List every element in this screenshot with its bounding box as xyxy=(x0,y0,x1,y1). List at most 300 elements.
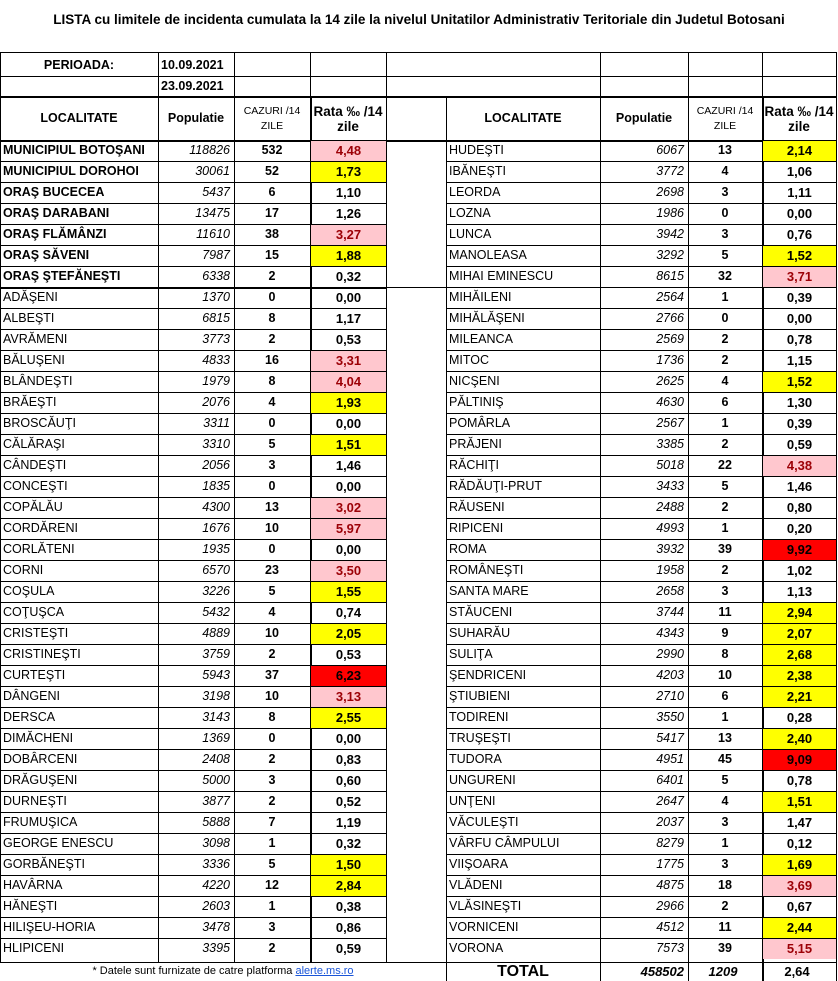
right-cases-6: 32 xyxy=(718,269,732,283)
left-population-23: 4889 xyxy=(202,626,230,640)
left-rate-9: 0,53 xyxy=(335,332,362,347)
right-population-0: 6067 xyxy=(656,143,684,157)
grid-vline xyxy=(836,52,837,962)
grid-hline xyxy=(0,76,836,77)
left-population-19: 1935 xyxy=(202,542,230,556)
right-rate-4: 0,76 xyxy=(786,227,813,242)
header-rate-right: Rata ‰ /14 zile xyxy=(764,103,834,134)
period-label: PERIOADA: xyxy=(43,58,115,72)
right-locality-25: ŞENDRICENI xyxy=(449,668,527,682)
right-population-32: 2037 xyxy=(656,815,684,829)
right-rate-24: 2,68 xyxy=(763,645,836,665)
left-cases-28: 0 xyxy=(268,731,276,745)
left-rate-13: 0,00 xyxy=(335,416,362,431)
right-rate-8: 0,00 xyxy=(786,311,813,326)
right-cases-37: 11 xyxy=(718,920,732,934)
right-rate-11: 1,52 xyxy=(763,372,836,392)
left-locality-20: CORNI xyxy=(3,563,44,577)
right-population-17: 2488 xyxy=(656,500,684,514)
left-rate-28: 0,00 xyxy=(335,731,362,746)
right-cases-36: 2 xyxy=(721,899,729,913)
left-rate-10: 3,31 xyxy=(311,351,386,371)
left-rate-2: 1,10 xyxy=(335,185,362,200)
left-locality-26: DÂNGENI xyxy=(3,689,60,703)
left-locality-19: CORLĂTENI xyxy=(3,542,75,556)
left-population-8: 6815 xyxy=(202,311,230,325)
left-locality-27: DERSCA xyxy=(3,710,56,724)
right-locality-15: RĂCHIŢI xyxy=(449,458,499,472)
left-locality-5: ORAŞ SĂVENI xyxy=(3,248,90,262)
left-locality-24: CRISTINEŞTI xyxy=(3,647,81,661)
left-locality-13: BROSCĂUŢI xyxy=(3,416,76,430)
right-rate-29: 9,09 xyxy=(763,750,836,770)
right-rate-37: 2,44 xyxy=(763,918,836,938)
header-cases: CAZURI /14 ZILE xyxy=(243,104,301,132)
left-rate-36: 0,38 xyxy=(335,899,362,914)
left-rate-33: 0,32 xyxy=(335,836,362,851)
left-rate-37: 0,86 xyxy=(335,920,362,935)
right-cases-13: 1 xyxy=(721,416,729,430)
left-rate-21: 1,55 xyxy=(311,582,386,602)
right-cases-25: 10 xyxy=(718,668,732,682)
left-population-16: 1835 xyxy=(202,479,230,493)
right-rate-6: 3,71 xyxy=(763,267,836,287)
left-population-18: 1676 xyxy=(202,521,230,535)
left-rate-34: 1,50 xyxy=(311,855,386,875)
right-population-10: 1736 xyxy=(656,353,684,367)
left-cases-22: 4 xyxy=(268,605,276,619)
right-cases-33: 1 xyxy=(721,836,729,850)
right-cases-15: 22 xyxy=(718,458,732,472)
right-locality-10: MITOC xyxy=(449,353,490,367)
left-cases-9: 2 xyxy=(268,332,276,346)
right-cases-26: 6 xyxy=(721,689,729,703)
right-cases-27: 1 xyxy=(721,710,729,724)
right-rate-7: 0,39 xyxy=(786,290,813,305)
left-cases-17: 13 xyxy=(265,500,279,514)
right-population-6: 8615 xyxy=(656,269,684,283)
right-population-27: 3550 xyxy=(656,710,684,724)
right-cases-14: 2 xyxy=(721,437,729,451)
left-population-14: 3310 xyxy=(202,437,230,451)
right-cases-28: 13 xyxy=(718,731,732,745)
right-population-29: 4951 xyxy=(656,752,684,766)
left-cases-11: 8 xyxy=(268,374,276,388)
left-rate-20: 3,50 xyxy=(311,561,386,581)
left-population-13: 3311 xyxy=(203,416,230,430)
right-locality-27: TODIRENI xyxy=(449,710,509,724)
right-cases-18: 1 xyxy=(721,521,729,535)
right-cases-5: 5 xyxy=(721,248,729,262)
grid-vline xyxy=(762,52,763,97)
right-locality-37: VORNICENI xyxy=(449,920,519,934)
right-population-1: 3772 xyxy=(656,164,684,178)
right-cases-38: 39 xyxy=(718,941,732,955)
right-population-35: 4875 xyxy=(656,878,684,892)
grid-vline xyxy=(600,52,601,97)
right-rate-10: 1,15 xyxy=(786,353,813,368)
right-locality-19: ROMA xyxy=(449,542,487,556)
left-rate-19: 0,00 xyxy=(335,542,362,557)
left-locality-23: CRISTEŞTI xyxy=(3,626,69,640)
right-locality-8: MIHĂLĂŞENI xyxy=(449,311,525,325)
left-rate-24: 0,53 xyxy=(335,647,362,662)
left-population-11: 1979 xyxy=(202,374,230,388)
right-locality-20: ROMÂNEŞTI xyxy=(449,563,524,577)
right-locality-13: POMÂRLA xyxy=(449,416,511,430)
left-cases-34: 5 xyxy=(268,857,276,871)
right-rate-9: 0,78 xyxy=(786,332,813,347)
left-rate-12: 1,93 xyxy=(311,393,386,413)
page-title: LISTA cu limitele de incidenta cumulata la 14 zile la nivelul Unitatilor Administrativ Teritoriale din Judetul Botosani xyxy=(53,12,785,27)
right-population-21: 2658 xyxy=(656,584,684,598)
right-rate-35: 3,69 xyxy=(763,876,836,896)
left-rate-23: 2,05 xyxy=(311,624,386,644)
right-cases-4: 3 xyxy=(721,227,729,241)
left-population-12: 2076 xyxy=(202,395,230,409)
left-cases-13: 0 xyxy=(268,416,276,430)
total-population: 458502 xyxy=(640,964,684,979)
left-rate-18: 5,97 xyxy=(311,519,386,539)
right-population-5: 3292 xyxy=(656,248,684,262)
total-rate: 2,64 xyxy=(784,964,810,979)
right-rate-13: 0,39 xyxy=(786,416,813,431)
right-locality-6: MIHAI EMINESCU xyxy=(449,269,554,283)
left-cases-37: 3 xyxy=(268,920,276,934)
right-population-36: 2966 xyxy=(656,899,684,913)
right-cases-8: 0 xyxy=(721,311,729,325)
left-cases-14: 5 xyxy=(268,437,276,451)
right-cases-31: 4 xyxy=(721,794,729,808)
right-locality-22: STĂUCENI xyxy=(449,605,513,619)
left-locality-32: FRUMUŞICA xyxy=(3,815,78,829)
right-rate-33: 0,12 xyxy=(786,836,813,851)
left-locality-22: COŢUŞCA xyxy=(3,605,65,619)
right-cases-7: 1 xyxy=(721,290,729,304)
left-population-30: 5000 xyxy=(202,773,230,787)
left-locality-1: MUNICIPIUL DOROHOI xyxy=(3,164,139,178)
right-population-30: 6401 xyxy=(656,773,684,787)
left-cases-19: 0 xyxy=(268,542,276,556)
left-cases-18: 10 xyxy=(265,521,279,535)
grid-vline xyxy=(386,52,387,97)
left-locality-14: CĂLĂRAŞI xyxy=(3,437,65,451)
right-rate-14: 0,59 xyxy=(786,437,813,452)
left-population-4: 11610 xyxy=(196,227,230,241)
right-rate-27: 0,28 xyxy=(786,710,813,725)
left-population-24: 3759 xyxy=(202,647,230,661)
left-population-22: 5432 xyxy=(202,605,230,619)
right-locality-14: PRĂJENI xyxy=(449,437,502,451)
left-cases-30: 3 xyxy=(268,773,276,787)
right-population-31: 2647 xyxy=(656,794,684,808)
right-rate-31: 1,51 xyxy=(763,792,836,812)
right-locality-32: VĂCULEŞTI xyxy=(449,815,519,829)
right-locality-4: LUNCA xyxy=(449,227,492,241)
right-cases-9: 2 xyxy=(721,332,729,346)
right-cases-24: 8 xyxy=(721,647,729,661)
left-rate-4: 3,27 xyxy=(311,225,386,245)
right-population-9: 2569 xyxy=(656,332,684,346)
right-cases-19: 39 xyxy=(718,542,732,556)
right-population-12: 4630 xyxy=(656,395,684,409)
right-rate-20: 1,02 xyxy=(786,563,813,578)
right-rate-3: 0,00 xyxy=(786,206,813,221)
left-cases-29: 2 xyxy=(268,752,276,766)
right-cases-22: 11 xyxy=(718,605,732,619)
right-rate-18: 0,20 xyxy=(786,521,813,536)
right-locality-16: RĂDĂUŢI-PRUT xyxy=(449,479,543,493)
left-locality-37: HILIŞEU-HORIA xyxy=(3,920,96,934)
left-population-0: 118826 xyxy=(189,143,230,157)
left-rate-15: 1,46 xyxy=(335,458,362,473)
left-population-35: 4220 xyxy=(202,878,230,892)
right-population-22: 3744 xyxy=(656,605,684,619)
right-cases-20: 2 xyxy=(721,563,729,577)
period-end: 23.09.2021 xyxy=(161,79,224,93)
left-locality-30: DRĂGUŞENI xyxy=(3,773,78,787)
left-rate-11: 4,04 xyxy=(311,372,386,392)
header-population: Populatie xyxy=(167,111,225,125)
left-locality-21: COŞULA xyxy=(3,584,55,598)
right-locality-30: UNGURENI xyxy=(449,773,516,787)
left-population-5: 7987 xyxy=(202,248,230,262)
left-rate-14: 1,51 xyxy=(311,435,386,455)
right-rate-15: 4,38 xyxy=(763,456,836,476)
grid-vline xyxy=(688,52,689,97)
right-population-19: 3932 xyxy=(656,542,684,556)
right-population-23: 4343 xyxy=(656,626,684,640)
left-locality-15: CÂNDEŞTI xyxy=(3,458,67,472)
grid-vline xyxy=(836,962,837,981)
right-population-13: 2567 xyxy=(656,416,684,430)
left-cases-1: 52 xyxy=(265,164,279,178)
total-label: TOTAL xyxy=(497,963,549,980)
right-cases-30: 5 xyxy=(721,773,729,787)
left-locality-16: CONCEŞTI xyxy=(3,479,68,493)
left-cases-6: 2 xyxy=(268,269,276,283)
left-population-3: 13475 xyxy=(195,206,230,220)
right-cases-34: 3 xyxy=(721,857,729,871)
left-rate-27: 2,55 xyxy=(311,708,386,728)
left-rate-7: 0,00 xyxy=(335,290,362,305)
total-cases: 1209 xyxy=(708,964,738,979)
period-start: 10.09.2021 xyxy=(161,58,224,72)
left-locality-6: ORAŞ ŞTEFĂNEŞTI xyxy=(3,269,121,283)
left-rate-16: 0,00 xyxy=(335,479,362,494)
right-cases-12: 6 xyxy=(721,395,729,409)
right-rate-1: 1,06 xyxy=(786,164,813,179)
right-cases-11: 4 xyxy=(721,374,729,388)
right-population-34: 1775 xyxy=(656,857,684,871)
left-rate-29: 0,83 xyxy=(335,752,362,767)
left-cases-35: 12 xyxy=(265,878,279,892)
right-rate-28: 2,40 xyxy=(763,729,836,749)
header-locality-right: LOCALITATE xyxy=(484,111,562,125)
left-rate-35: 2,84 xyxy=(311,876,386,896)
left-locality-29: DOBÂRCENI xyxy=(3,752,78,766)
left-rate-38: 0,59 xyxy=(335,941,362,956)
right-rate-19: 9,92 xyxy=(763,540,836,560)
right-locality-5: MANOLEASA xyxy=(449,248,527,262)
left-locality-33: GEORGE ENESCU xyxy=(3,836,114,850)
left-population-31: 3877 xyxy=(202,794,230,808)
left-locality-9: AVRĂMENI xyxy=(3,332,68,346)
right-locality-38: VORONA xyxy=(449,941,504,955)
left-rate-8: 1,17 xyxy=(335,311,362,326)
right-cases-1: 4 xyxy=(721,164,729,178)
right-cases-21: 3 xyxy=(721,584,729,598)
right-locality-33: VÂRFU CÂMPULUI xyxy=(449,836,560,850)
left-locality-12: BRĂEŞTI xyxy=(3,395,57,409)
right-locality-17: RĂUSENI xyxy=(449,500,505,514)
left-rate-31: 0,52 xyxy=(335,794,362,809)
left-population-34: 3336 xyxy=(202,857,230,871)
right-locality-29: TUDORA xyxy=(449,752,502,766)
footnote-text: * Datele sunt furnizate de catre platforma xyxy=(92,965,296,977)
right-population-7: 2564 xyxy=(656,290,684,304)
right-locality-23: SUHARĂU xyxy=(449,626,511,640)
header-cases-right: CAZURI /14 ZILE xyxy=(696,104,754,132)
right-population-8: 2766 xyxy=(656,311,684,325)
right-locality-18: RIPICENI xyxy=(449,521,504,535)
left-rate-5: 1,88 xyxy=(311,246,386,266)
left-rate-22: 0,74 xyxy=(335,605,362,620)
left-population-32: 5888 xyxy=(202,815,230,829)
left-population-26: 3198 xyxy=(202,689,230,703)
left-cases-4: 38 xyxy=(265,227,279,241)
left-population-33: 3098 xyxy=(202,836,230,850)
left-locality-8: ALBEŞTI xyxy=(3,311,55,325)
left-population-29: 2408 xyxy=(202,752,230,766)
left-locality-11: BLÂNDEŞTI xyxy=(3,374,73,388)
left-cases-32: 7 xyxy=(268,815,276,829)
left-locality-34: GORBĂNEŞTI xyxy=(3,857,85,871)
left-cases-23: 10 xyxy=(265,626,279,640)
right-locality-34: VIIŞOARA xyxy=(449,857,509,871)
left-cases-15: 3 xyxy=(268,458,276,472)
right-cases-10: 2 xyxy=(721,353,729,367)
left-cases-21: 5 xyxy=(268,584,276,598)
header-population-right: Populatie xyxy=(615,111,673,125)
right-cases-35: 18 xyxy=(718,878,732,892)
right-population-28: 5417 xyxy=(656,731,684,745)
right-rate-23: 2,07 xyxy=(763,624,836,644)
left-locality-0: MUNICIPIUL BOTOŞANI xyxy=(3,143,145,157)
left-locality-2: ORAŞ BUCECEA xyxy=(3,185,105,199)
left-cases-26: 10 xyxy=(265,689,279,703)
left-population-6: 6338 xyxy=(202,269,230,283)
header-locality: LOCALITATE xyxy=(40,111,118,125)
grid-vline xyxy=(310,52,311,97)
left-cases-5: 15 xyxy=(265,248,279,262)
left-locality-7: ADĂŞENI xyxy=(3,290,58,304)
left-cases-10: 16 xyxy=(265,353,279,367)
left-locality-10: BĂLUŞENI xyxy=(3,353,65,367)
right-rate-0: 2,14 xyxy=(763,141,836,161)
right-population-2: 2698 xyxy=(656,185,684,199)
left-rate-3: 1,26 xyxy=(335,206,362,221)
right-locality-1: IBĂNEŞTI xyxy=(449,164,506,178)
right-rate-32: 1,47 xyxy=(786,815,813,830)
left-population-37: 3478 xyxy=(202,920,230,934)
right-population-11: 2625 xyxy=(656,374,684,388)
right-locality-28: TRUŞEŞTI xyxy=(449,731,511,745)
left-rate-17: 3,02 xyxy=(311,498,386,518)
right-locality-2: LEORDA xyxy=(449,185,501,199)
right-cases-2: 3 xyxy=(721,185,729,199)
right-cases-32: 3 xyxy=(721,815,729,829)
right-rate-36: 0,67 xyxy=(786,899,813,914)
left-locality-25: CURTEŞTI xyxy=(3,668,66,682)
right-locality-36: VLĂSINEŞTI xyxy=(449,899,522,913)
left-cases-3: 17 xyxy=(265,206,279,220)
left-population-7: 1370 xyxy=(202,290,230,304)
right-rate-12: 1,30 xyxy=(786,395,813,410)
left-population-28: 1369 xyxy=(202,731,230,745)
left-cases-2: 6 xyxy=(268,185,276,199)
left-cases-7: 0 xyxy=(268,290,276,304)
left-cases-0: 532 xyxy=(261,143,283,157)
right-locality-24: SULIŢA xyxy=(449,647,493,661)
right-population-38: 7573 xyxy=(656,941,684,955)
right-rate-34: 1,69 xyxy=(763,855,836,875)
left-cases-33: 1 xyxy=(268,836,276,850)
right-rate-16: 1,46 xyxy=(786,479,813,494)
right-rate-38: 5,15 xyxy=(763,939,836,959)
left-cases-20: 23 xyxy=(265,563,279,577)
right-rate-22: 2,94 xyxy=(763,603,836,623)
left-population-21: 3226 xyxy=(202,584,230,598)
left-rate-32: 1,19 xyxy=(335,815,362,830)
grid-vline xyxy=(234,52,235,97)
footnote-link[interactable]: alerte.ms.ro xyxy=(295,965,354,977)
left-population-25: 5943 xyxy=(202,668,230,682)
left-cases-27: 8 xyxy=(268,710,276,724)
right-cases-0: 13 xyxy=(718,143,732,157)
left-locality-35: HAVÂRNA xyxy=(3,878,63,892)
left-rate-1: 1,73 xyxy=(311,162,386,182)
left-population-1: 30061 xyxy=(195,164,230,178)
right-locality-0: HUDEŞTI xyxy=(449,143,504,157)
right-locality-31: UNŢENI xyxy=(449,794,496,808)
left-rate-25: 6,23 xyxy=(311,666,386,686)
right-population-25: 4203 xyxy=(656,668,684,682)
right-population-24: 2990 xyxy=(656,647,684,661)
right-locality-21: SANTA MARE xyxy=(449,584,529,598)
right-rate-21: 1,13 xyxy=(786,584,813,599)
right-locality-7: MIHĂILENI xyxy=(449,290,512,304)
right-population-16: 3433 xyxy=(656,479,684,493)
right-population-14: 3385 xyxy=(656,437,684,451)
left-cases-16: 0 xyxy=(268,479,276,493)
left-population-36: 2603 xyxy=(202,899,230,913)
right-population-37: 4512 xyxy=(656,920,684,934)
right-population-18: 4993 xyxy=(656,521,684,535)
right-cases-16: 5 xyxy=(721,479,729,493)
right-rate-2: 1,11 xyxy=(787,185,812,200)
right-population-4: 3942 xyxy=(656,227,684,241)
right-locality-11: NICŞENI xyxy=(449,374,500,388)
left-locality-38: HLIPICENI xyxy=(3,941,65,955)
left-locality-36: HĂNEŞTI xyxy=(3,899,58,913)
grid-vline xyxy=(386,97,387,962)
left-cases-12: 4 xyxy=(268,395,276,409)
left-locality-28: DIMĂCHENI xyxy=(3,731,74,745)
left-cases-25: 37 xyxy=(265,668,279,682)
left-locality-31: DURNEŞTI xyxy=(3,794,67,808)
left-population-38: 3395 xyxy=(202,941,230,955)
